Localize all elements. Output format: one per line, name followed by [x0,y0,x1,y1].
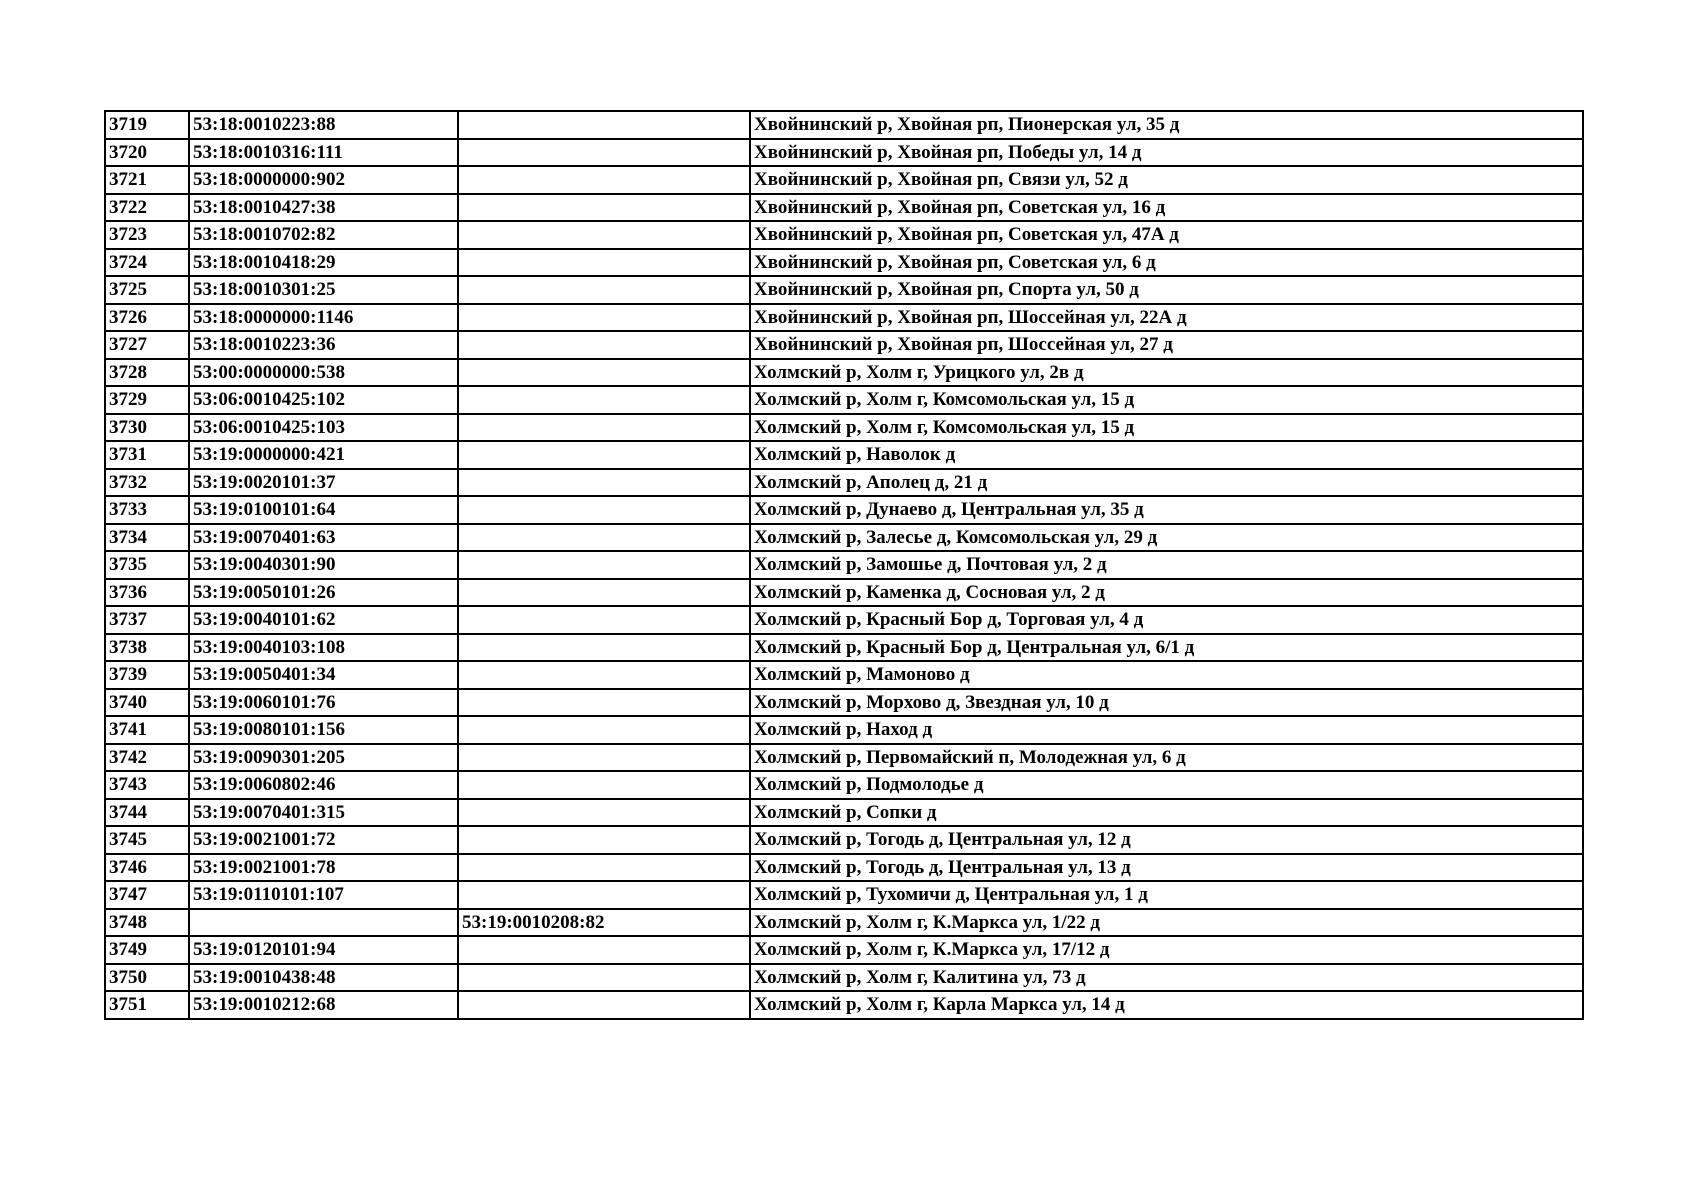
address-cell: Холмский р, Наволок д [750,441,1583,469]
table-row [105,716,1583,744]
cadastral-number-cell: 53:18:0010223:88 [189,111,458,139]
cadastral-number-cell: 53:19:0080101:156 [189,716,458,744]
cadastral-number-cell: 53:19:0090301:205 [189,744,458,772]
row-number-cell: 3745 [105,826,189,854]
table-row [105,221,1583,249]
address-cell: Холмский р, Холм г, К.Маркса ул, 17/12 д [750,936,1583,964]
cadastral-number-cell: 53:18:0010301:25 [189,276,458,304]
address-cell: Холмский р, Дунаево д, Центральная ул, 35 д [750,496,1583,524]
row-number-cell: 3742 [105,744,189,772]
address-cell: Холмский р, Мамоново д [750,661,1583,689]
alt-cadastral-number-cell [458,166,750,194]
row-number-cell: 3727 [105,331,189,359]
alt-cadastral-number-cell [458,359,750,387]
cadastral-number-cell: 53:19:0070401:63 [189,524,458,552]
alt-cadastral-number-cell [458,551,750,579]
row-number-cell: 3731 [105,441,189,469]
address-cell: Холмский р, Тогодь д, Центральная ул, 13 д [750,854,1583,882]
alt-cadastral-number-cell [458,221,750,249]
row-number-cell: 3722 [105,194,189,222]
address-cell: Холмский р, Замошье д, Почтовая ул, 2 д [750,551,1583,579]
table-row [105,661,1583,689]
table-row [105,469,1583,497]
cadastral-number-cell: 53:18:0010427:38 [189,194,458,222]
address-cell: Хвойнинский р, Хвойная рп, Связи ул, 52 д [750,166,1583,194]
cadastral-number-cell: 53:19:0040101:62 [189,606,458,634]
address-cell: Холмский р, Тухомичи д, Центральная ул, 1 д [750,881,1583,909]
address-cell: Холмский р, Красный Бор д, Центральная ул, 6/1 д [750,634,1583,662]
cadastral-number-cell: 53:19:0100101:64 [189,496,458,524]
row-number-cell: 3733 [105,496,189,524]
address-cell: Холмский р, Холм г, Комсомольская ул, 15 д [750,386,1583,414]
registry-table-body [105,111,1583,1019]
address-cell: Холмский р, Морхово д, Звездная ул, 10 д [750,689,1583,717]
row-number-cell: 3728 [105,359,189,387]
alt-cadastral-number-cell [458,276,750,304]
alt-cadastral-number-cell [458,469,750,497]
row-number-cell: 3735 [105,551,189,579]
row-number-cell: 3751 [105,991,189,1019]
table-row [105,524,1583,552]
alt-cadastral-number-cell [458,799,750,827]
cadastral-number-cell: 53:18:0010418:29 [189,249,458,277]
table-row [105,854,1583,882]
row-number-cell: 3738 [105,634,189,662]
cadastral-number-cell: 53:19:0060101:76 [189,689,458,717]
table-row [105,276,1583,304]
address-cell: Хвойнинский р, Хвойная рп, Спорта ул, 50 д [750,276,1583,304]
address-cell: Хвойнинский р, Хвойная рп, Победы ул, 14 д [750,139,1583,167]
registry-table [104,110,1584,1020]
row-number-cell: 3748 [105,909,189,937]
table-row [105,249,1583,277]
row-number-cell: 3726 [105,304,189,332]
cadastral-number-cell: 53:18:0000000:1146 [189,304,458,332]
alt-cadastral-number-cell [458,139,750,167]
table-row [105,909,1583,937]
address-cell: Холмский р, Холм г, Карла Маркса ул, 14 д [750,991,1583,1019]
table-row [105,881,1583,909]
table-row [105,359,1583,387]
alt-cadastral-number-cell [458,936,750,964]
alt-cadastral-number-cell [458,606,750,634]
alt-cadastral-number-cell [458,386,750,414]
row-number-cell: 3720 [105,139,189,167]
table-row [105,771,1583,799]
cadastral-number-cell: 53:19:0120101:94 [189,936,458,964]
address-cell: Холмский р, Наход д [750,716,1583,744]
row-number-cell: 3734 [105,524,189,552]
cadastral-number-cell: 53:19:0021001:72 [189,826,458,854]
cadastral-number-cell: 53:18:0010316:111 [189,139,458,167]
cadastral-number-cell: 53:19:0060802:46 [189,771,458,799]
table-row [105,579,1583,607]
alt-cadastral-number-cell [458,111,750,139]
alt-cadastral-number-cell [458,771,750,799]
cadastral-number-cell: 53:06:0010425:102 [189,386,458,414]
address-cell: Хвойнинский р, Хвойная рп, Советская ул, 47А д [750,221,1583,249]
address-cell: Хвойнинский р, Хвойная рп, Шоссейная ул, 22А д [750,304,1583,332]
row-number-cell: 3749 [105,936,189,964]
table-row [105,936,1583,964]
alt-cadastral-number-cell [458,881,750,909]
cadastral-number-cell: 53:19:0040301:90 [189,551,458,579]
address-cell: Холмский р, Красный Бор д, Торговая ул, 4 д [750,606,1583,634]
cadastral-number-cell: 53:19:0010212:68 [189,991,458,1019]
cadastral-number-cell: 53:18:0000000:902 [189,166,458,194]
address-cell: Холмский р, Холм г, Комсомольская ул, 15 д [750,414,1583,442]
table-row [105,386,1583,414]
table-row [105,139,1583,167]
alt-cadastral-number-cell [458,689,750,717]
address-cell: Холмский р, Холм г, Калитина ул, 73 д [750,964,1583,992]
alt-cadastral-number-cell [458,249,750,277]
table-row [105,606,1583,634]
table-row [105,331,1583,359]
row-number-cell: 3743 [105,771,189,799]
row-number-cell: 3737 [105,606,189,634]
address-cell: Холмский р, Залесье д, Комсомольская ул, 29 д [750,524,1583,552]
table-row [105,414,1583,442]
cadastral-number-cell: 53:19:0010438:48 [189,964,458,992]
cadastral-number-cell: 53:19:0020101:37 [189,469,458,497]
cadastral-number-cell: 53:06:0010425:103 [189,414,458,442]
address-cell: Холмский р, Каменка д, Сосновая ул, 2 д [750,579,1583,607]
alt-cadastral-number-cell [458,524,750,552]
table-row [105,166,1583,194]
table-row [105,304,1583,332]
alt-cadastral-number-cell [458,634,750,662]
cadastral-number-cell: 53:18:0010223:36 [189,331,458,359]
cadastral-number-cell [189,909,458,937]
alt-cadastral-number-cell [458,331,750,359]
table-row [105,744,1583,772]
alt-cadastral-number-cell: 53:19:0010208:82 [458,909,750,937]
row-number-cell: 3740 [105,689,189,717]
cadastral-number-cell: 53:00:0000000:538 [189,359,458,387]
row-number-cell: 3746 [105,854,189,882]
cadastral-number-cell: 53:19:0000000:421 [189,441,458,469]
row-number-cell: 3732 [105,469,189,497]
table-row [105,991,1583,1019]
table-row [105,634,1583,662]
cadastral-number-cell: 53:19:0040103:108 [189,634,458,662]
table-row [105,111,1583,139]
address-cell: Холмский р, Первомайский п, Молодежная ул, 6 д [750,744,1583,772]
address-cell: Холмский р, Холм г, К.Маркса ул, 1/22 д [750,909,1583,937]
table-row [105,826,1583,854]
table-row [105,964,1583,992]
address-cell: Холмский р, Подмолодье д [750,771,1583,799]
row-number-cell: 3725 [105,276,189,304]
row-number-cell: 3723 [105,221,189,249]
table-row [105,441,1583,469]
table-row [105,689,1583,717]
row-number-cell: 3721 [105,166,189,194]
alt-cadastral-number-cell [458,744,750,772]
alt-cadastral-number-cell [458,964,750,992]
address-cell: Хвойнинский р, Хвойная рп, Пионерская ул, 35 д [750,111,1583,139]
alt-cadastral-number-cell [458,991,750,1019]
alt-cadastral-number-cell [458,661,750,689]
alt-cadastral-number-cell [458,826,750,854]
cadastral-number-cell: 53:19:0021001:78 [189,854,458,882]
row-number-cell: 3729 [105,386,189,414]
cadastral-number-cell: 53:18:0010702:82 [189,221,458,249]
row-number-cell: 3741 [105,716,189,744]
alt-cadastral-number-cell [458,194,750,222]
alt-cadastral-number-cell [458,414,750,442]
alt-cadastral-number-cell [458,496,750,524]
table-row [105,194,1583,222]
row-number-cell: 3747 [105,881,189,909]
row-number-cell: 3739 [105,661,189,689]
alt-cadastral-number-cell [458,304,750,332]
alt-cadastral-number-cell [458,441,750,469]
address-cell: Холмский р, Тогодь д, Центральная ул, 12 д [750,826,1583,854]
cadastral-number-cell: 53:19:0050401:34 [189,661,458,689]
address-cell: Хвойнинский р, Хвойная рп, Шоссейная ул, 27 д [750,331,1583,359]
row-number-cell: 3724 [105,249,189,277]
row-number-cell: 3750 [105,964,189,992]
row-number-cell: 3719 [105,111,189,139]
cadastral-number-cell: 53:19:0110101:107 [189,881,458,909]
address-cell: Хвойнинский р, Хвойная рп, Советская ул, 6 д [750,249,1583,277]
cadastral-number-cell: 53:19:0070401:315 [189,799,458,827]
table-row [105,799,1583,827]
address-cell: Холмский р, Сопки д [750,799,1583,827]
alt-cadastral-number-cell [458,854,750,882]
row-number-cell: 3744 [105,799,189,827]
alt-cadastral-number-cell [458,579,750,607]
row-number-cell: 3736 [105,579,189,607]
alt-cadastral-number-cell [458,716,750,744]
cadastral-number-cell: 53:19:0050101:26 [189,579,458,607]
table-row [105,496,1583,524]
address-cell: Холмский р, Холм г, Урицкого ул, 2в д [750,359,1583,387]
row-number-cell: 3730 [105,414,189,442]
table-row [105,551,1583,579]
address-cell: Хвойнинский р, Хвойная рп, Советская ул, 16 д [750,194,1583,222]
address-cell: Холмский р, Аполец д, 21 д [750,469,1583,497]
